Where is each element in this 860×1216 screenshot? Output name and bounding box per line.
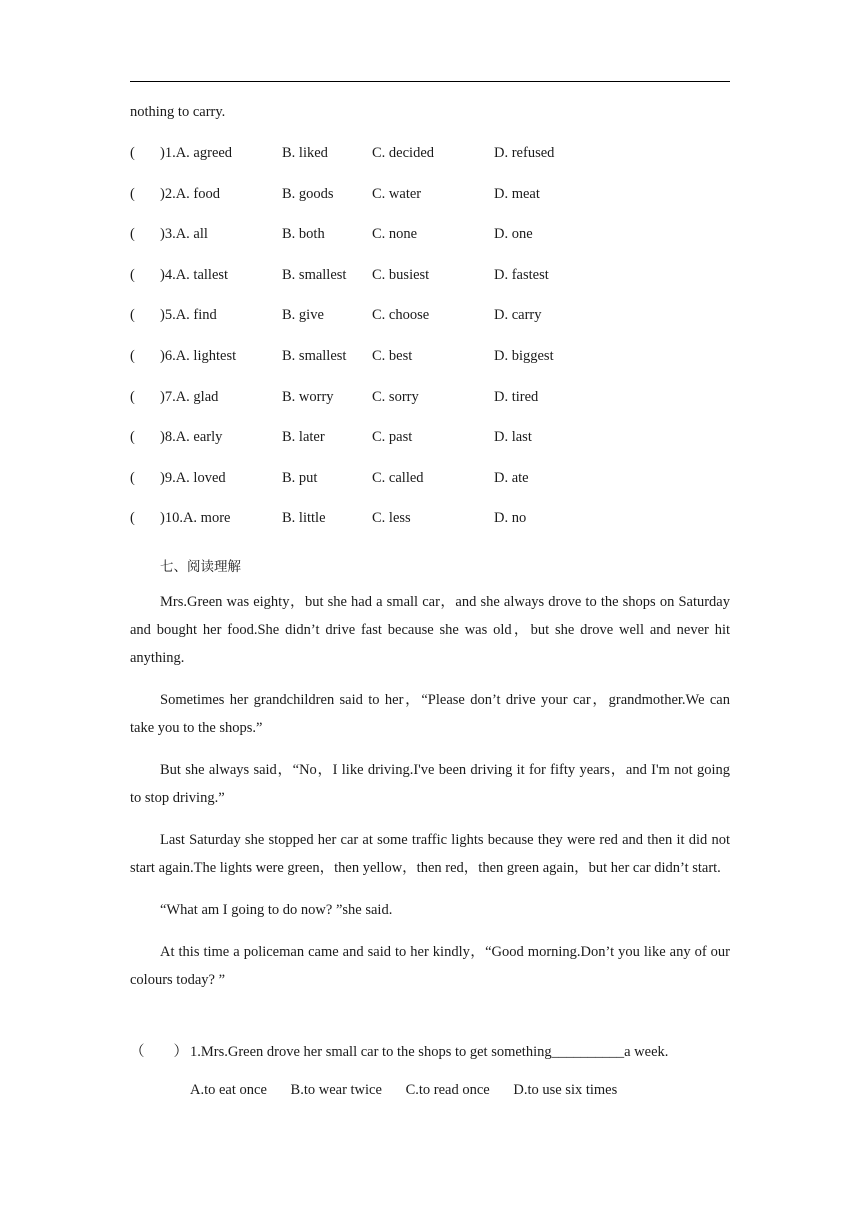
option-a: )9.A. loved — [160, 469, 226, 486]
option-row — [130, 470, 730, 490]
answer-paren[interactable]: ( — [130, 388, 135, 405]
option-d: D. last — [494, 429, 532, 446]
option-row — [130, 307, 730, 327]
answer-paren[interactable]: ( — [130, 510, 135, 527]
option-row — [130, 186, 730, 206]
choice-a[interactable]: A.to eat once — [190, 1082, 267, 1098]
choice-b[interactable]: B.to wear twice — [290, 1082, 382, 1098]
option-b: B. give — [282, 307, 324, 324]
passage-paragraph: Sometimes her grandchildren said to her，“Please don’t drive your car，grandmother.We can take you to the shops.” — [130, 692, 730, 736]
option-d: D. ate — [494, 469, 529, 486]
option-row — [130, 267, 730, 287]
section-title: 七、阅读理解 — [160, 559, 241, 575]
answer-paren[interactable]: ( — [130, 145, 135, 161]
option-row — [130, 429, 730, 449]
option-c: C. less — [372, 510, 411, 527]
passage-paragraph: “What am I going to do now? ”she said. — [160, 902, 393, 918]
option-b: B. both — [282, 226, 325, 243]
option-b: B. little — [282, 510, 326, 527]
option-c: C. water — [372, 185, 422, 202]
option-c: C. decided — [372, 145, 435, 161]
option-a: )3.A. all — [160, 226, 208, 243]
choice-c[interactable]: C.to read once — [405, 1082, 490, 1098]
option-a: )2.A. food — [160, 185, 221, 202]
answer-paren[interactable]: ( — [130, 226, 135, 243]
option-c: C. choose — [372, 307, 430, 324]
passage-paragraph: But she always said，“No，I like driving.I've been driving it for fifty years，and I'm not going to stop driving.” — [130, 762, 730, 806]
option-c: C. best — [372, 348, 413, 364]
option-b: B. smallest — [282, 348, 347, 364]
option-d: D. one — [494, 226, 533, 243]
header-rule — [130, 81, 730, 82]
option-d: D. fastest — [494, 266, 549, 283]
option-d: D. meat — [494, 185, 540, 202]
answer-paren[interactable]: ( — [130, 469, 135, 486]
option-a: )6.A. lightest — [160, 348, 237, 364]
choice-d[interactable]: D.to use six times — [513, 1082, 618, 1098]
option-row — [130, 226, 730, 246]
question-1 — [130, 1040, 668, 1061]
option-a: )5.A. find — [160, 307, 217, 324]
option-a: )8.A. early — [160, 429, 223, 446]
answer-paren[interactable]: ( — [130, 429, 135, 446]
option-d: D. biggest — [494, 348, 554, 364]
question-text: 1.Mrs.Green drove her small car to the shops to get something__________a week. — [190, 1044, 669, 1060]
passage-paragraph: Last Saturday she stopped her car at some traffic lights because they were red and then it did not start again.The lights were green，then yellow，then red，then green again，but her car didn’t start. — [130, 832, 730, 876]
option-row — [130, 389, 730, 409]
option-c: C. called — [372, 469, 424, 486]
option-a: )10.A. more — [160, 510, 231, 527]
option-a: )1.A. agreed — [160, 145, 233, 161]
question-1-choices — [190, 1082, 637, 1099]
option-b: B. smallest — [282, 266, 347, 283]
answer-paren[interactable]: ( — [130, 348, 135, 364]
option-c: C. past — [372, 429, 413, 446]
passage-paragraph: Mrs.Green was eighty，but she had a small car，and she always drove to the shops on Saturday and bought her food.She didn’t drive fast because she was old，but she drove well and never hit anything. — [130, 594, 730, 666]
option-c: C. sorry — [372, 388, 419, 405]
option-d: D. carry — [494, 307, 542, 324]
option-c: C. busiest — [372, 266, 430, 283]
option-b: B. worry — [282, 388, 334, 405]
reading-passage — [130, 588, 730, 994]
option-d: D. tired — [494, 388, 539, 405]
option-row — [130, 145, 730, 165]
option-b: B. goods — [282, 185, 334, 202]
passage-paragraph: At this time a policeman came and said to her kindly，“Good morning.Don’t you like any of our colours today? ” — [130, 944, 730, 988]
answer-paren[interactable]: ( — [130, 266, 135, 283]
continuation-text: nothing to carry. — [130, 104, 226, 120]
option-c: C. none — [372, 226, 418, 243]
option-d: D. refused — [494, 145, 555, 161]
option-b: B. later — [282, 429, 325, 446]
answer-paren[interactable]: ( — [130, 307, 135, 324]
answer-paren[interactable]: ( — [130, 185, 135, 202]
option-b: B. liked — [282, 145, 328, 161]
option-a: )7.A. glad — [160, 388, 219, 405]
answer-blank[interactable]: （ ） — [130, 1044, 188, 1060]
option-row — [130, 510, 730, 530]
option-row — [130, 348, 730, 368]
option-d: D. no — [494, 510, 527, 527]
option-b: B. put — [282, 469, 318, 486]
option-a: )4.A. tallest — [160, 266, 229, 283]
